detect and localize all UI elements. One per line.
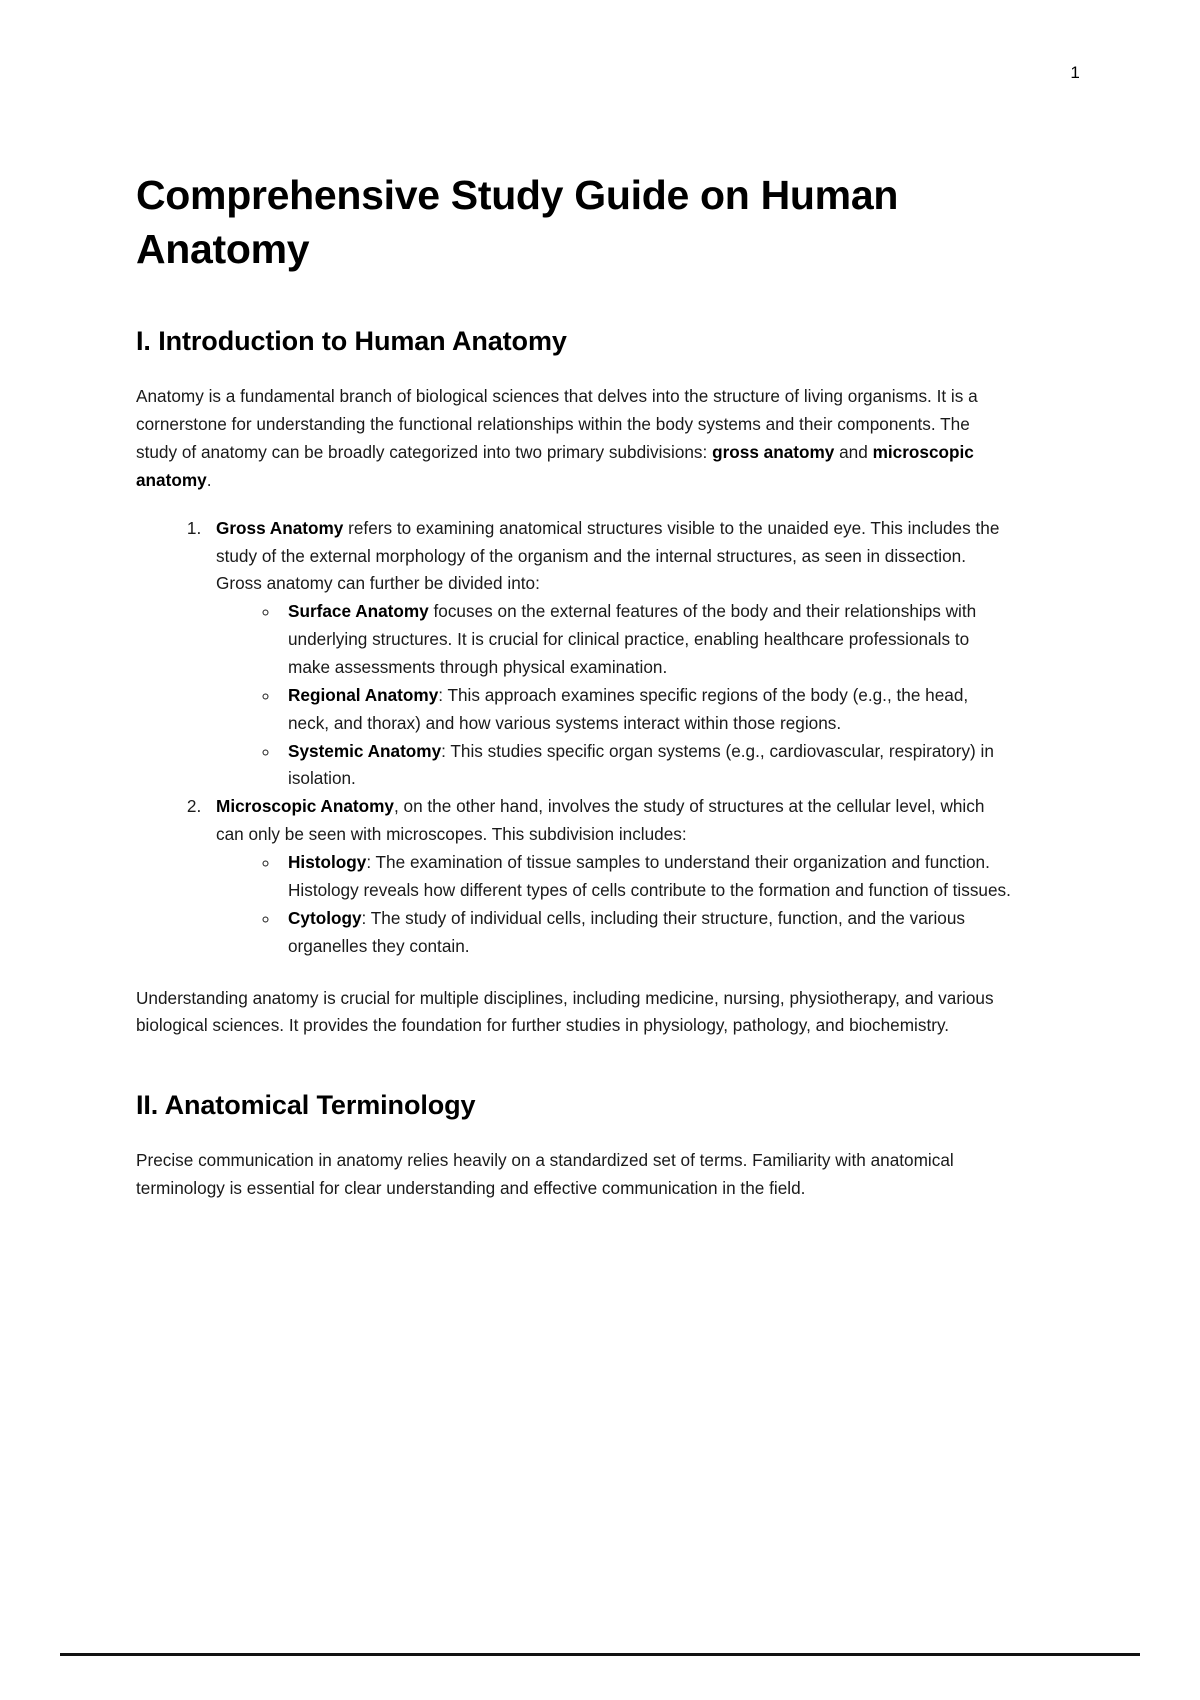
sublist-item-term: Cytology — [288, 907, 362, 928]
microscopic-anatomy-sublist — [216, 849, 1012, 960]
intro-paragraph — [136, 383, 1012, 494]
sublist-item-text: : The study of individual cells, including their structure, function, and the various organelles they contain. — [288, 907, 966, 956]
anatomy-subdivisions-list — [136, 515, 1012, 961]
introduction-closing-paragraph: Understanding anatomy is crucial for multiple disciplines, including medicine, nursing, physiotherapy, and various biological sciences. It provides the foundation for further studies in physiology, pathology, and biochemistry. — [136, 987, 994, 1036]
term-gross-anatomy: gross anatomy — [712, 442, 835, 463]
list-item-term: Microscopic Anatomy — [216, 796, 394, 817]
list-item-text: , on the other hand, involves the study of structures at the cellular level, which can only be seen with microscopes. This subdivision includes: — [216, 796, 985, 845]
list-item — [280, 849, 1012, 905]
terminology-paragraph: Precise communication in anatomy relies heavily on a standardized set of terms. Familiarity with anatomical terminology is essential for clear understanding and effective communication in the field. — [136, 1150, 954, 1199]
sublist-item-term: Systemic Anatomy — [288, 740, 442, 761]
list-item — [280, 682, 1012, 738]
page-bottom-divider — [60, 1653, 1140, 1656]
term-microscopic-anatomy: microscopic anatomy — [136, 442, 974, 490]
sublist-item-text: : This approach examines specific regions of the body (e.g., the head, neck, and thorax) and how various systems interact within those regions. — [288, 684, 969, 733]
list-item-text: refers to examining anatomical structures visible to the unaided eye. This includes the study of the external morphology of the organism and the internal structures, as seen in dissection. Gross anatomy can further be divided into: — [216, 517, 1000, 594]
section-heading-introduction: I. Introduction to Human Anatomy — [136, 326, 567, 357]
section-heading-terminology: II. Anatomical Terminology — [136, 1090, 476, 1121]
sublist-item-text: : This studies specific organ systems (e.g., cardiovascular, respiratory) in isolation. — [288, 740, 994, 789]
page-number: 1 — [1070, 63, 1080, 82]
sublist-item-term: Surface Anatomy — [288, 601, 429, 622]
intro-text-part-3: . — [206, 469, 212, 490]
sublist-item-text: focuses on the external features of the body and their relationships with underlying structures. It is crucial for clinical practice, enabling healthcare professionals to make assessments through physical examination. — [288, 601, 977, 678]
sublist-item-term: Histology — [288, 852, 367, 873]
list-item — [280, 598, 1012, 682]
sublist-item-text: : The examination of tissue samples to understand their organization and function. Histology reveals how different types of cells contribute to the formation and function of tissues. — [288, 852, 1011, 900]
list-item — [280, 738, 1012, 794]
page-title: Comprehensive Study Guide on Human Anatomy — [136, 172, 899, 273]
document-content — [136, 168, 1012, 1203]
list-item — [206, 793, 1012, 960]
list-item-term: Gross Anatomy — [216, 517, 344, 538]
gross-anatomy-sublist — [216, 598, 1012, 793]
list-item — [206, 515, 1012, 794]
intro-text-part-1: Anatomy is a fundamental branch of biological sciences that delves into the structure of living organisms. It is a cornerstone for understanding the functional relationships within the body systems and their components. The study of anatomy can be broadly categorized into two primary subdivisions: — [136, 386, 978, 463]
sublist-item-term: Regional Anatomy — [288, 684, 439, 705]
list-item — [280, 905, 1012, 961]
intro-text-part-2: and — [834, 442, 873, 463]
